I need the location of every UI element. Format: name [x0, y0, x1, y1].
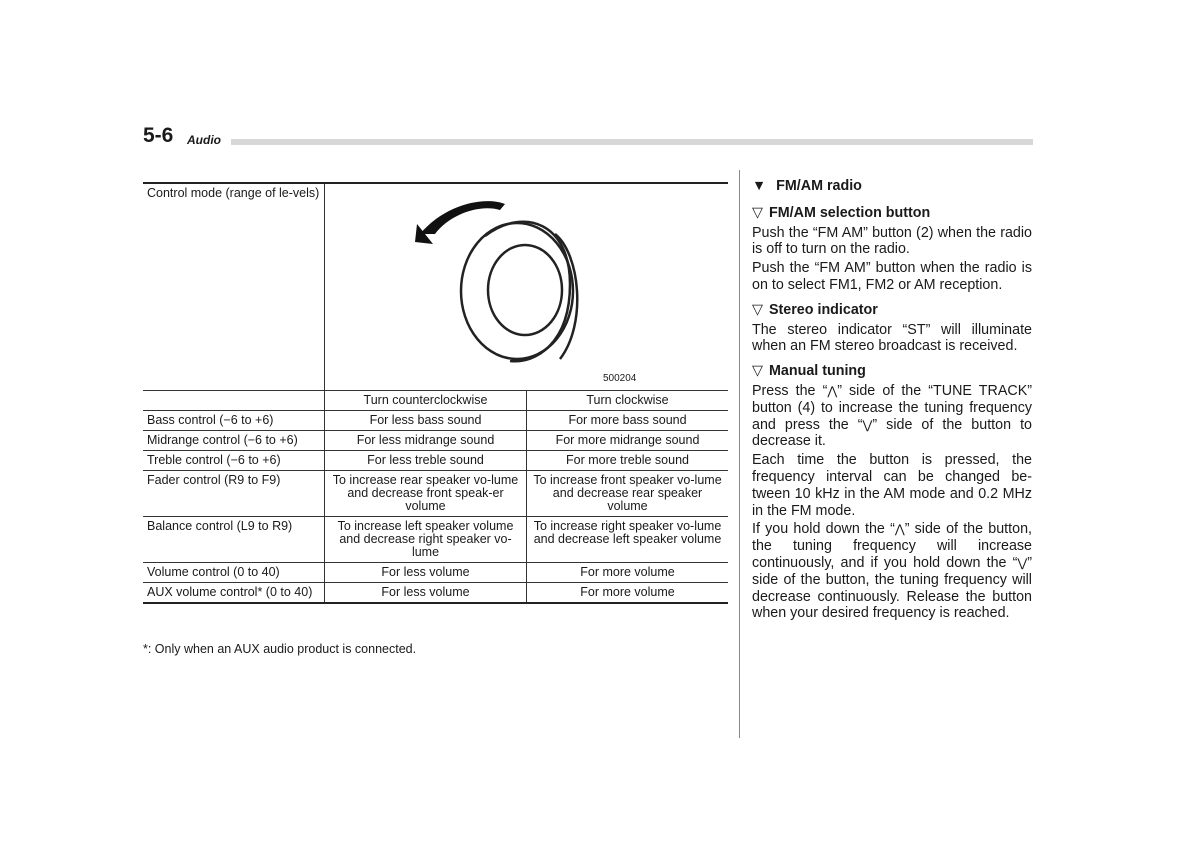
mode-cell: Volume control (0 to 40) [147, 565, 280, 579]
figure-id: 500204 [603, 373, 637, 384]
filled-triangle-icon: ▼ [752, 178, 767, 194]
text-span: ” side of the button, the tuning frequency will decrease continuously. Release the button when your desired frequency is reached. [752, 554, 1032, 622]
table-row [143, 563, 728, 583]
mode-cell: Treble control (−6 to +6) [147, 453, 281, 467]
cw-cell: To increase right speaker vo-lume and decrease left speaker volume [527, 517, 729, 563]
paragraph [752, 383, 1032, 450]
ccw-cell: For less volume [325, 583, 527, 604]
cw-cell: For more bass sound [527, 411, 729, 431]
up-arrow-icon: ⋀ [894, 522, 905, 537]
selection-heading-text: FM/AM selection button [769, 204, 931, 221]
open-triangle-icon: ▽ [752, 301, 763, 318]
knob-figure [325, 183, 729, 391]
page-number: 5-6 [143, 124, 174, 147]
ccw-cell: For less bass sound [325, 411, 527, 431]
text-span: ” side of the button, the tuning frequency will increase continuously, and if you hold down the “ [752, 521, 1032, 571]
table-row [143, 471, 728, 517]
down-arrow-icon: ⋁ [862, 417, 873, 432]
paragraph: The stereo indicator “ST” will illuminate when an FM stereo broadcast is received. [752, 321, 1032, 355]
table-row [143, 391, 728, 411]
paragraph: Push the “FM AM” button (2) when the radio is off to turn on the radio. [752, 224, 1032, 258]
ccw-cell: To increase left speaker volume and decrease right speaker vo-lume [325, 517, 527, 563]
table-row [143, 517, 728, 563]
down-arrow-icon: ⋁ [1017, 555, 1028, 570]
cw-cell: For more treble sound [527, 451, 729, 471]
empty-cell [143, 391, 325, 411]
manual-heading-text: Manual tuning [769, 363, 866, 380]
text-span: If you hold down the “ [752, 521, 895, 538]
mode-cell: Fader control (R9 to F9) [147, 473, 281, 487]
column-divider [739, 170, 740, 738]
selection-heading [752, 205, 1032, 222]
control-mode-header: Control mode (range of le-vels) [147, 186, 320, 200]
table-row [143, 411, 728, 431]
open-triangle-icon: ▽ [752, 363, 763, 380]
text-span: ” side of the button to decrease it. [752, 416, 1032, 450]
page-header [143, 124, 1033, 152]
cw-cell: For more midrange sound [527, 431, 729, 451]
right-column [752, 178, 1032, 624]
control-table [143, 182, 728, 604]
mode-cell: AUX volume control* (0 to 40) [147, 585, 313, 599]
up-arrow-icon: ⋀ [827, 383, 838, 398]
text-span: Press the “ [752, 382, 828, 399]
table-row [143, 583, 728, 604]
text-span: ” side of the “TUNE TRACK” button (4) to increase the tuning frequency and press the “ [752, 382, 1032, 433]
paragraph: Each time the button is pressed, the frequency interval can be changed be-tween 10 kHz in the AM mode and 0.2 MHz in the FM mode. [752, 452, 1032, 519]
ccw-cell: For less treble sound [325, 451, 527, 471]
fmam-heading-text: FM/AM radio [776, 178, 862, 194]
open-triangle-icon: ▽ [752, 204, 763, 221]
paragraph [752, 521, 1032, 622]
table-row [143, 451, 728, 471]
section-title: Audio [187, 133, 221, 147]
ccw-header: Turn counterclockwise [325, 391, 527, 411]
manual-heading [752, 363, 1032, 380]
ccw-cell: To increase rear speaker vo-lume and decrease front speak-er volume [325, 471, 527, 517]
cw-cell: For more volume [527, 583, 729, 604]
mode-cell: Midrange control (−6 to +6) [147, 433, 298, 447]
knob-illustration [325, 184, 725, 389]
mode-cell: Bass control (−6 to +6) [147, 413, 274, 427]
ccw-cell: For less midrange sound [325, 431, 527, 451]
mode-cell: Balance control (L9 to R9) [147, 519, 293, 533]
cw-cell: For more volume [527, 563, 729, 583]
table-row [143, 431, 728, 451]
table-row [143, 183, 728, 391]
stereo-heading-text: Stereo indicator [769, 301, 878, 318]
fmam-heading [752, 178, 1032, 195]
footnote: *: Only when an AUX audio product is connected. [143, 642, 417, 656]
paragraph: Push the “FM AM” button when the radio is on to select FM1, FM2 or AM reception. [752, 260, 1032, 293]
cw-cell: To increase front speaker vo-lume and decrease rear speaker volume [527, 471, 729, 517]
header-rule [231, 139, 1033, 145]
ccw-cell: For less volume [325, 563, 527, 583]
stereo-heading [752, 302, 1032, 319]
cw-header: Turn clockwise [527, 391, 729, 411]
